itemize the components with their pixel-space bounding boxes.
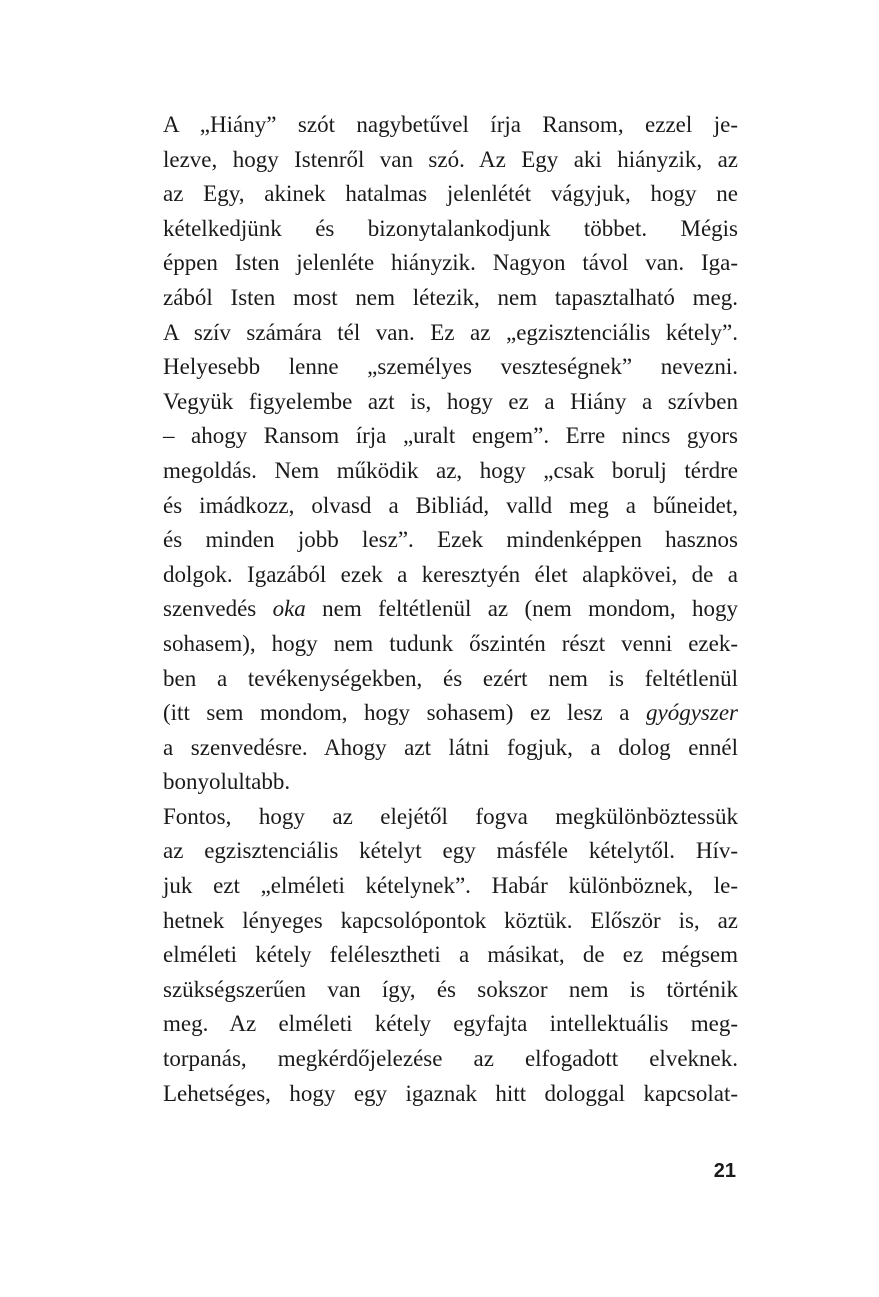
text-line: bonyolultabb. [163, 769, 291, 795]
text-line: torpanás, megkérdőjelezése az elfogadott elveknek. [163, 1046, 738, 1072]
text-line: dolgok. Igazából ezek a keresztyén élet alapkövei, de a [163, 561, 738, 587]
text-fragment: nem feltétlenül az (nem mondom, hogy [305, 596, 738, 622]
text-line [135, 696, 738, 731]
text-line: – ahogy Ransom írja „uralt engem”. Erre nincs gyors [163, 423, 738, 449]
text-line: Helyesebb lenne „személyes veszteségnek” nevezni. [163, 354, 738, 380]
paragraph-2 [135, 800, 738, 1111]
text-line: Lehetséges, hogy egy igaznak hitt dologgal kapcsolat- [163, 1080, 738, 1106]
text-line: elméleti kétely felélesztheti a másikat, de ez mégsem [163, 942, 738, 968]
text-line: meg. Az elméleti kétely egyfajta intellektuális meg- [163, 1011, 738, 1037]
page-number: 21 [713, 1160, 736, 1182]
text-line: a szenvedésre. Ahogy azt látni fogjuk, a dolog ennél [163, 734, 738, 760]
text-line: kételkedjünk és bizonytalankodjunk többet. Mégis [163, 215, 738, 241]
italic-word: gyógyszer [646, 700, 738, 726]
text-line: juk ezt „elméleti kételynek”. Habár különböznek, le- [163, 873, 738, 899]
text-line: az Egy, akinek hatalmas jelenlétét vágyjuk, hogy ne [163, 181, 738, 207]
text-line: sohasem), hogy nem tudunk őszintén részt venni ezek- [163, 630, 738, 656]
text-line: éppen Isten jelenléte hiányzik. Nagyon távol van. Iga- [163, 250, 738, 276]
body-text [135, 108, 738, 1111]
text-line: az egzisztenciális kételyt egy másféle kételytől. Hív- [163, 838, 738, 864]
italic-word: oka [272, 596, 306, 622]
text-line: A „Hiány” szót nagybetűvel írja Ransom, ezzel je- [163, 112, 738, 137]
text-fragment: (itt sem mondom, hogy sohasem) ez lesz a [163, 700, 647, 726]
text-line: hetnek lényeges kapcsolópontok köztük. Először is, az [163, 907, 738, 933]
text-line: lezve, hogy Istenről van szó. Az Egy aki hiányzik, az [163, 146, 738, 172]
text-line: Fontos, hogy az elejétől fogva megkülönböztessük [163, 803, 738, 829]
text-line: és imádkozz, olvasd a Bibliád, valld meg a bűneidet, [163, 492, 738, 518]
text-line: ben a tevékenységekben, és ezért nem is feltétlenül [163, 665, 738, 691]
text-line: és minden jobb lesz”. Ezek mindenképpen hasznos [163, 527, 738, 553]
paragraph-1 [135, 108, 738, 800]
text-line [135, 592, 738, 627]
text-line: szükségszerűen van így, és sokszor nem is történik [163, 976, 738, 1002]
text-line: Vegyük figyelembe azt is, hogy ez a Hiány a szívben [163, 388, 738, 414]
text-line: A szív számára tél van. Ez az „egzisztenciális kétely”. [163, 319, 738, 345]
text-line: zából Isten most nem létezik, nem tapasztalható meg. [163, 284, 738, 310]
text-line: megoldás. Nem működik az, hogy „csak borulj térdre [163, 457, 738, 483]
text-fragment: szenvedés [163, 596, 273, 622]
